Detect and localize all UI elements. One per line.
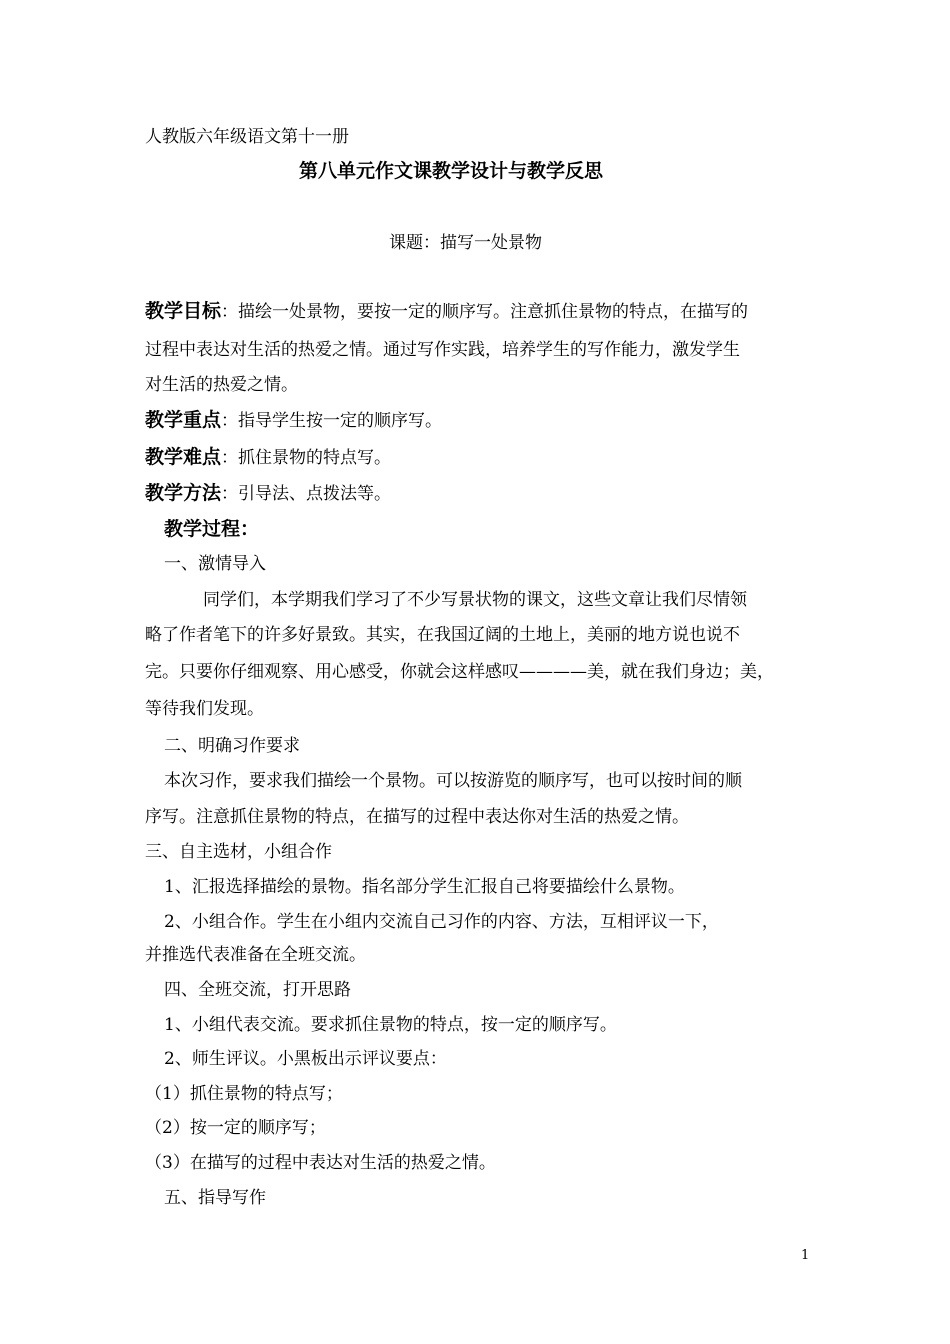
- section-3-line-2: 2、小组合作。学生在小组内交流自己习作的内容、方法，互相评议一下，: [164, 912, 719, 932]
- section-1-line-3: 完。只要你仔细观察、用心感受，你就会这样感叹————美，就在我们身边；美，: [145, 662, 774, 682]
- objectives-label: 教学目标: [145, 300, 222, 322]
- section-2-line-1: 本次习作，要求我们描绘一个景物。可以按游览的顺序写，也可以按时间的顺: [164, 771, 742, 791]
- section-4-line-2: 2、师生评议。小黑板出示评议要点：: [164, 1049, 447, 1069]
- process-label: 教学过程：: [164, 518, 260, 540]
- objectives-line-3: 对生活的热爱之情。: [145, 375, 298, 395]
- page-title: 第八单元作文课教学设计与教学反思: [299, 160, 604, 182]
- difficulty-label: 教学难点: [145, 446, 222, 468]
- series-title: 人教版六年级语文第十一册: [145, 127, 349, 147]
- method-text: ：引导法、点拨法等。: [221, 484, 392, 504]
- objectives-line-1: [145, 300, 748, 323]
- section-3-line-3: 并推选代表准备在全班交流。: [145, 945, 366, 965]
- section-1-title: 一、激情导入: [164, 554, 266, 574]
- section-2-title: 二、明确习作要求: [164, 736, 300, 756]
- section-4-line-1: 1、小组代表交流。要求抓住景物的特点，按一定的顺序写。: [164, 1015, 617, 1035]
- difficulty-text: ：抓住景物的特点写。: [221, 448, 392, 468]
- focus-text: ：指导学生按一定的顺序写。: [221, 411, 443, 431]
- objectives-line-2: 过程中表达对生活的热爱之情。通过写作实践，培养学生的写作能力，激发学生: [145, 340, 740, 360]
- method-label: 教学方法: [145, 482, 222, 504]
- section-1-line-4: 等待我们发现。: [145, 699, 264, 719]
- focus-line: [145, 409, 442, 432]
- section-1-line-1: 同学们，本学期我们学习了不少写景状物的课文，这些文章让我们尽情领: [203, 590, 747, 610]
- section-1-line-2: 略了作者笔下的许多好景致。其实，在我国辽阔的土地上，美丽的地方说也说不: [145, 625, 740, 645]
- focus-label: 教学重点: [145, 409, 222, 431]
- section-4-line-3: （1）抓住景物的特点写；: [145, 1084, 343, 1104]
- section-5-title: 五、指导写作: [164, 1188, 266, 1208]
- section-3-title: 三、自主选材，小组合作: [145, 842, 332, 862]
- section-4-title: 四、全班交流，打开思路: [164, 980, 351, 1000]
- section-3-line-1: 1、汇报选择描绘的景物。指名部分学生汇报自己将要描绘什么景物。: [164, 877, 685, 897]
- section-2-line-2: 序写。注意抓住景物的特点，在描写的过程中表达你对生活的热爱之情。: [145, 807, 689, 827]
- section-4-line-5: （3）在描写的过程中表达对生活的热爱之情。: [145, 1153, 496, 1173]
- process-heading: [164, 518, 259, 541]
- objectives-text: ：描绘一处景物，要按一定的顺序写。注意抓住景物的特点，在描写的: [221, 302, 749, 322]
- method-line: [145, 482, 391, 505]
- difficulty-line: [145, 446, 391, 469]
- page-number: 1: [801, 1248, 810, 1263]
- lesson-topic: 课题：描写一处景物: [389, 233, 542, 253]
- section-4-line-4: （2）按一定的顺序写；: [145, 1118, 326, 1138]
